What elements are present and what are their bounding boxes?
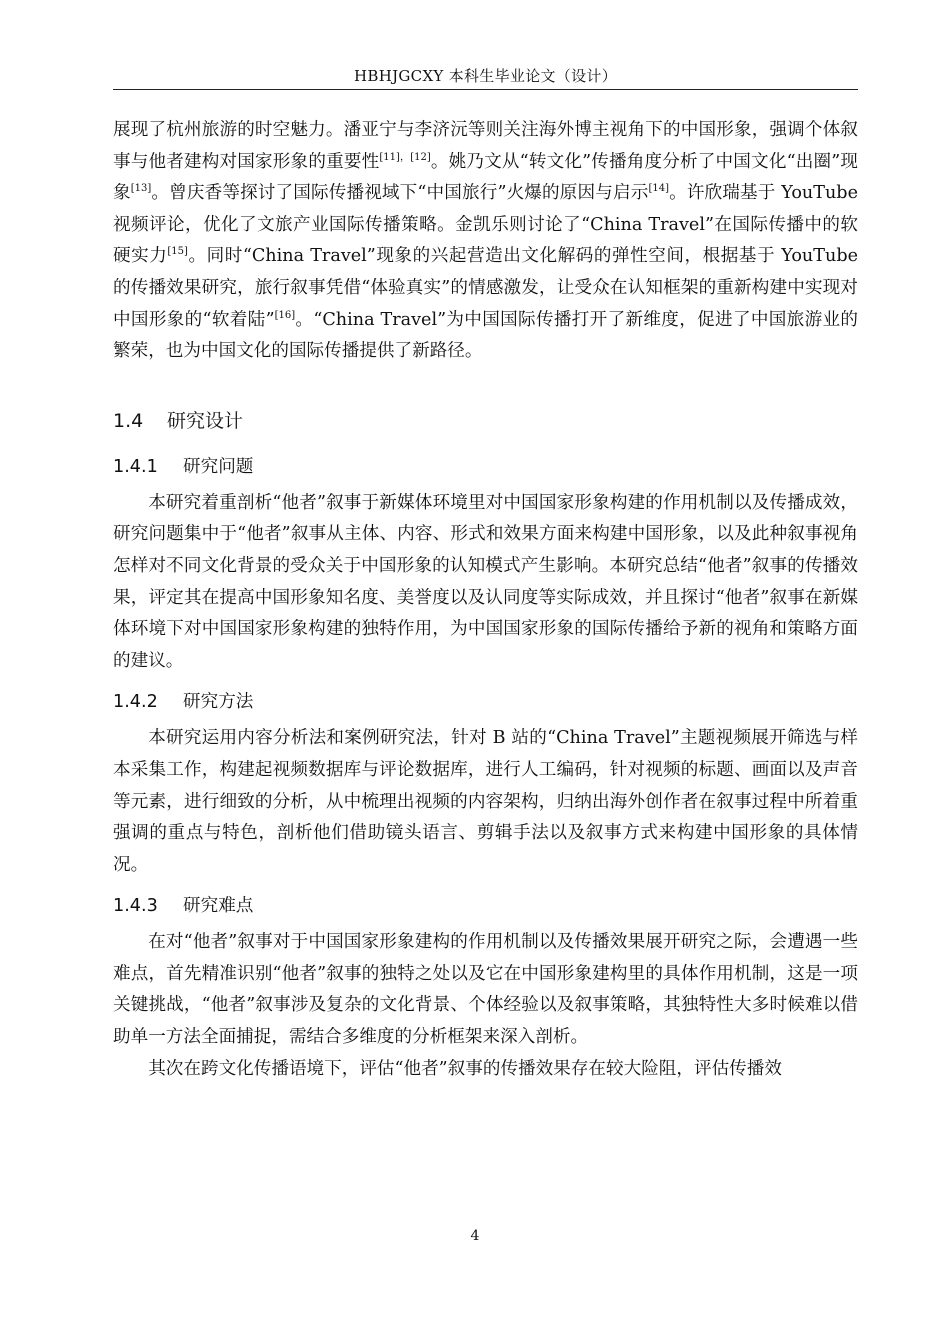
page-number: 4: [470, 1228, 480, 1244]
section-heading: [113, 406, 858, 436]
running-header: HBHJGCXY 本科生毕业论文（设计）: [353, 67, 617, 85]
header-rule: [113, 89, 858, 90]
citation: [13]: [130, 183, 152, 195]
subsection-heading: [113, 891, 858, 921]
section-number: 1.4: [113, 409, 144, 432]
text-run: 。姚乃文从“转文化”传播角度分析了中国文化“出圈”现象: [113, 151, 858, 204]
text-run: 展现了杭州旅游的时空魅力。潘亚宁与李济沅等则关注海外博主视角下的中国形象，强调个体叙事与他者建构对国家形象的重要性: [113, 120, 858, 172]
citation: [15]: [167, 246, 188, 258]
subsection-heading: [113, 687, 858, 717]
citation: [11]，[12]: [379, 151, 431, 163]
text-run: 。曾庆香等探讨了国际传播视域下“中国旅行”火爆的原因与启示: [151, 183, 649, 204]
body-content: [113, 115, 858, 1085]
body-paragraph: 其次在跨文化传播语境下，评估“他者”叙事的传播效果存在较大险阻，评估传播效: [148, 1058, 782, 1079]
intro-paragraph: [113, 115, 858, 368]
body-paragraph: 本研究运用内容分析法和案例研究法，针对 B 站的“China Travel”主题视频展开筛选与样本采集工作，构建起视频数据库与评论数据库，进行人工编码，针对视频的标题、画面以及声音等元素，进行细致的分析，从中梳理出视频的内容架构，归纳出海外创作者在叙事过程中所着重强调的重点与特色，剖析他们借助镜头语言、剪辑手法以及叙事方式来构建中国形象的具体情况。: [113, 728, 858, 875]
text-run: 。“China Travel”为中国国际传播打开了新维度，促进了中国旅游业的繁荣，也为中国文化的国际传播提供了新路径。: [113, 309, 858, 362]
citation: [16]: [274, 309, 296, 321]
subsection-number: 1.4.3: [113, 896, 158, 917]
section-title: 研究设计: [167, 409, 244, 432]
citation: [14]: [648, 183, 669, 195]
body-paragraph: 本研究着重剖析“他者”叙事于新媒体环境里对中国国家形象构建的作用机制以及传播成效，研究问题集中于“他者”叙事从主体、内容、形式和效果方面来构建中国形象，以及此种叙事视角怎样对不同文化背景的受众关于中国形象的认知模式产生影响。本研究总结“他者”叙事的传播效果，评定其在提高中国形象知名度、美誉度以及认同度等实际成效，并且探讨“他者”叙事在新媒体环境下对中国国家形象构建的独特作用，为中国国家形象的国际传播给予新的视角和策略方面的建议。: [113, 492, 858, 671]
subsection-title: 研究问题: [183, 456, 254, 477]
subsection-number: 1.4.2: [113, 692, 158, 713]
text-run: 。同时“China Travel”现象的兴起营造出文化解码的弹性空间，根据基于 YouTube 的传播效果研究，旅行叙事凭借“体验真实”的情感激发，让受众在认知框架的重新构建中实现对中国形象的“软着陆”: [113, 246, 858, 330]
body-paragraph: 在对“他者”叙事对于中国国家形象建构的作用机制以及传播效果展开研究之际，会遭遇一些难点，首先精准识别“他者”叙事的独特之处以及它在中国形象建构里的具体作用机制，这是一项关键挑战，“他者”叙事涉及复杂的文化背景、个体经验以及叙事策略，其独特性大多时候难以借助单一方法全面捕捉，需结合多维度的分析框架来深入剖析。: [113, 932, 858, 1048]
subsection-title: 研究方法: [183, 692, 254, 713]
subsection-number: 1.4.1: [113, 456, 158, 477]
text-run: 。许欣瑞基于 YouTube 视频评论，优化了文旅产业国际传播策略。金凯乐则讨论了“China Travel”在国际传播中的软硬实力: [113, 183, 858, 267]
subsection-heading: [113, 452, 858, 482]
subsection-title: 研究难点: [183, 896, 254, 917]
